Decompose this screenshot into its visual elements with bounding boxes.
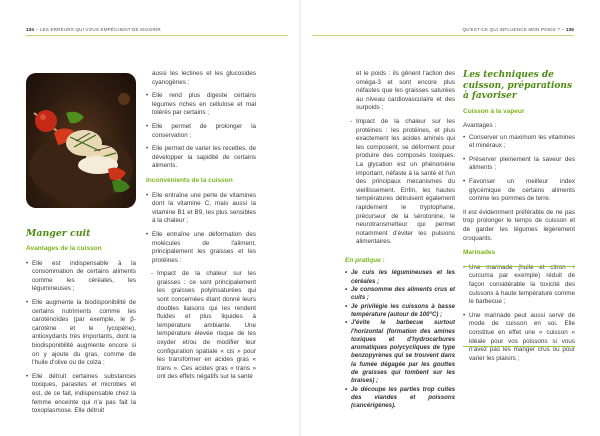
practice-item: • Je consomme des aliments crus et cuits ;	[345, 286, 455, 302]
list-item: • Elle rend plus digeste certains légumes riches en cellulose et mal tolérés par certains ;	[146, 92, 256, 117]
list-item: • Elle détruit certaines substances toxiques, parasites et microbes et est, de ce fait, indispensable chez la femme enceinte qui n'a pas fait la toxoplasmose. Elle détruit	[26, 372, 136, 415]
column-1	[26, 229, 136, 421]
section-title-techniques: Les techniques de cuisson, préparations à favoriser	[463, 70, 573, 101]
subhead-vapeur: Cuisson à la vapeur	[463, 107, 525, 115]
list-item: • Conserver un maximum les vitamines et minéraux ;	[463, 133, 575, 150]
practice-item: • J'évite le barbecue surtout l'horizontal (formation des amines toxiques et d'hydrocarbures aromatiques polycycliques de type benzopyrènes qui se trouvent dans la fumée dégagée par les gouttes de graisses qui tombent sur les braises) ;	[345, 319, 455, 385]
green-separator	[463, 266, 575, 267]
practice-item: • Je découpe les parties trop cuites des viandes et poissons (cancérigènes).	[345, 385, 455, 410]
list-item: • Elle permet de varier les recettes, de développer la sapidité de certains aliments.	[146, 145, 256, 170]
practice-item: • Je privilégie les cuissons à basse température (autour de 100°C) ;	[345, 302, 455, 318]
list-item: • Elle augmente la biodisponibilité de certains nutriments comme les caroténoïdes (par exemple, le β-carotène et le lycopène), antioxydants très importants, dont la biodisponibilité augmente encore si on y ajoute du gras, comme de l'huile d'olive ou de colza ;	[26, 298, 136, 367]
food-photo	[26, 73, 136, 208]
sub-list-item: - Impact de la chaleur sur les graisses : ce sont principalement les graisses polyinsaturées qui sont concernées étant donné leurs doubles liaisons qui les rendent fluides et plus liquides à température ambiante. Une température élevée risque de les oxyder et/ou de modifier leur configuration spatiale « cis » pour les transformer en acides gras « trans ». Ces acides gras « trans » ont des effets négatifs sur la santé	[151, 270, 256, 381]
list-item: • Elle entraîne une déformation des molécules de l'aliment, principalement les graisses et les protéines :	[146, 230, 256, 264]
column-2	[146, 70, 256, 387]
list-item-continued: aussi les lectines et les glucosides cyanogènes ;	[152, 70, 256, 86]
list-item: • Elle entraîne une perte de vitamines dont la vitamine C, mais aussi la vitamine B1 et B9, les plus sensibles à la chaleur ;	[146, 191, 256, 225]
running-head-left: 134 • LES ERREURS QUI VOUS EMPÊCHENT DE MAIGRIR	[26, 27, 161, 32]
page-gutter	[299, 0, 301, 436]
subhead-inconvenients: Inconvénients de la cuisson	[146, 176, 233, 184]
paragraph: Il est évidemment préférable de ne pas trop prolonger le temps de cuisson et de garder les légumes légèrement croquants.	[463, 208, 575, 242]
green-separator	[463, 346, 575, 347]
list-item: • Préserver pleinement la saveur des aliments ;	[463, 155, 575, 172]
skewer-illustration	[26, 73, 136, 208]
subhead-en-pratique: En pratique :	[345, 256, 385, 264]
header-rule-left	[26, 35, 288, 36]
practice-list	[345, 269, 455, 410]
list-item: • Une marinade peut aussi servir de mode de cuisson en soi. Elle constitue en effet une « cuisson » idéale pour vos poissons si vous n'avez pas les manger crus ou pour varier les plaisirs ;	[463, 311, 575, 362]
running-head-right: QU'EST-CE QUI INFLUENCE MON POIDS ? • 135	[462, 27, 574, 32]
subhead-avantages: Avantages de la cuisson	[26, 245, 102, 252]
practice-item: • Je cuis les légumineuses et les céréales ;	[345, 269, 455, 285]
avantages-label: Avantages :	[463, 122, 497, 130]
sub-list-item: - Impact de la chaleur sur les protéines : les protéines, et plus exactement les acides aminés qui les composent, se déforment pour produire des composés toxiques. La glycation est un phénomène important, néfaste à la santé et l'un des principaux mécanismes du vieillissement. Enfin, les hautes températures détruisent également rapidement le tryptophane, précurseur de la sérotonine, le neurotransmetteur qui permet notamment d'éviter les pulsions alimentaires.	[350, 117, 455, 246]
column-3	[345, 70, 455, 411]
column-4	[463, 70, 575, 368]
subhead-marinades: Marinades	[463, 249, 496, 257]
list-item: • Une marinade (huile et citron + curcuma par exemple) réduit de façon considérable la toxicité des cuissons à haute température comme le barbecue ;	[463, 263, 575, 306]
list-item: • Favoriser un meilleur index glycémique de certains aliments comme les pommes de terre.	[463, 178, 575, 203]
list-item: • Elle permet de prolonger la conservation ;	[146, 122, 256, 139]
sub-list-item-continued: et le poids : ils gênent l'action des oméga-3 et sont encore plus néfastes que les graisses saturées au niveau cardiovasculaire et des surpoids ;	[356, 70, 455, 112]
list-item: • Elle est indispensable à la consommation de certains aliments comme les céréales, les légumineuses ;	[26, 259, 136, 293]
section-title-manger-cuit: Manger cuit	[26, 228, 91, 239]
header-rule-right	[312, 35, 574, 36]
